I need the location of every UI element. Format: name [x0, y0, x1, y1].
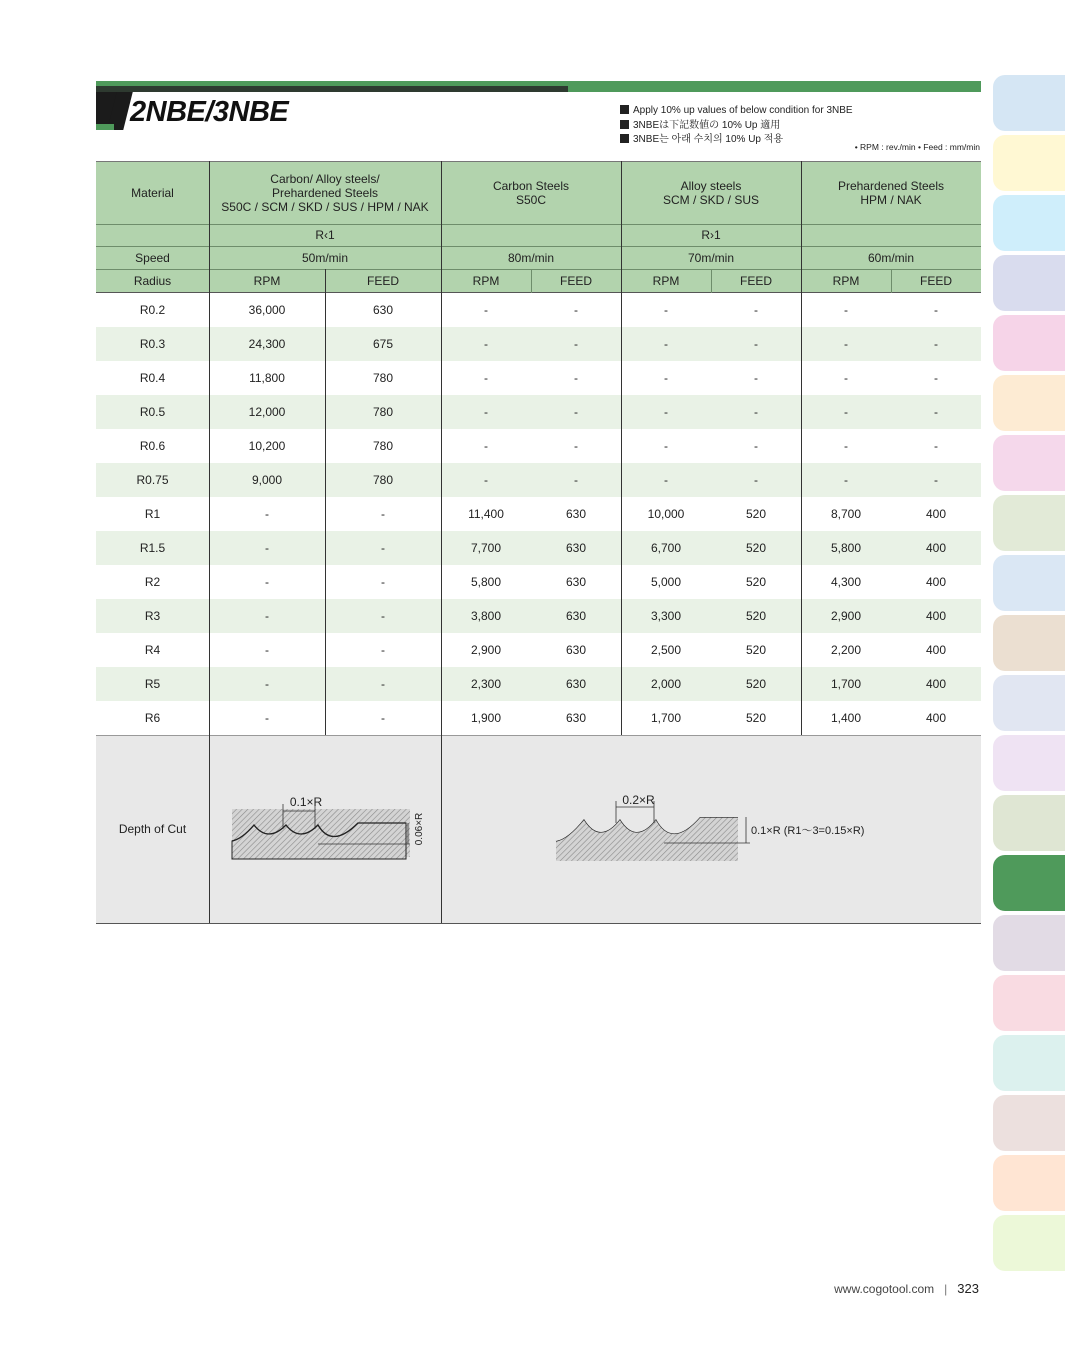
- table-cell: 1,700: [830, 677, 862, 691]
- speed-value: 70m/min: [687, 250, 734, 265]
- table-cell: -: [844, 405, 848, 419]
- table-cell: 400: [925, 507, 947, 521]
- note-line: 3NBE는 아래 수치의 10% Up 적용: [620, 133, 853, 148]
- table-cell: -: [754, 439, 758, 453]
- table-cell: 630: [565, 541, 587, 555]
- table-column-rule: [441, 161, 442, 923]
- table-cell: -: [574, 371, 578, 385]
- side-tab-8[interactable]: [993, 495, 1065, 551]
- radius-condition-large: R›1: [701, 228, 721, 242]
- table-cell: 630: [372, 303, 394, 317]
- note-line: 3NBEは下記数値の 10% Up 適用: [620, 119, 853, 134]
- group-header-prehardened-steels: Prehardened Steels HPM / NAK: [837, 178, 945, 207]
- radius-condition-small: R‹1: [315, 228, 335, 242]
- footer: [834, 1281, 979, 1296]
- table-cell: -: [844, 337, 848, 351]
- table-cell: 400: [925, 609, 947, 623]
- table-cell: 520: [745, 677, 767, 691]
- radius-cell: R0.75: [136, 473, 169, 487]
- radius-cell: R5: [144, 677, 161, 691]
- table-cell: 7,700: [470, 541, 502, 555]
- table-cell: -: [664, 473, 668, 487]
- table-cell: 2,300: [470, 677, 502, 691]
- table-cell: 630: [565, 677, 587, 691]
- square-bullet-icon: [620, 120, 629, 129]
- table-cell: -: [381, 507, 385, 521]
- table-cell: 520: [745, 711, 767, 725]
- table-cell: -: [574, 303, 578, 317]
- table-cell: 780: [372, 439, 394, 453]
- table-cell: 520: [745, 541, 767, 555]
- table-cell: 10,000: [647, 507, 685, 521]
- table-cell: -: [265, 507, 269, 521]
- table-cell: -: [754, 303, 758, 317]
- speed-value: 60m/min: [867, 250, 914, 265]
- table-cell: 4,300: [830, 575, 862, 589]
- table-cell: -: [381, 575, 385, 589]
- square-bullet-icon: [620, 134, 629, 143]
- table-cell: 630: [565, 609, 587, 623]
- table-cell: 780: [372, 371, 394, 385]
- table-cell: -: [381, 677, 385, 691]
- material-label: Material: [131, 185, 174, 200]
- table-cell: 2,900: [470, 643, 502, 657]
- table-rule: [96, 246, 981, 247]
- table-cell: 780: [372, 473, 394, 487]
- table-column-rule: [891, 269, 892, 293]
- table-column-rule: [621, 161, 622, 735]
- speed-value: 50m/min: [301, 250, 348, 265]
- speed-value: 80m/min: [507, 250, 554, 265]
- table-cell: -: [934, 337, 938, 351]
- title-marker-green: [96, 124, 114, 130]
- table-column-rule: [209, 161, 210, 923]
- table-cell: 630: [565, 643, 587, 657]
- note-line: Apply 10% up values of below condition for 3NBE: [620, 104, 853, 119]
- table-cell: -: [484, 371, 488, 385]
- table-cell: -: [754, 371, 758, 385]
- feed-column-header: FEED: [366, 273, 399, 288]
- group-header-carbon-steels: Carbon Steels S50C: [492, 178, 570, 207]
- feed-column-header: FEED: [559, 273, 592, 288]
- radius-cell: R3: [144, 609, 161, 623]
- table-cell: 630: [565, 711, 587, 725]
- top-accent-dark: [96, 86, 568, 92]
- square-bullet-icon: [620, 105, 629, 114]
- table-cell: -: [844, 439, 848, 453]
- radius-cell: R2: [144, 575, 161, 589]
- table-cell: -: [381, 643, 385, 657]
- table-rule: [96, 292, 981, 293]
- radius-label: Radius: [133, 273, 172, 288]
- table-cell: -: [844, 473, 848, 487]
- side-tab-13[interactable]: [993, 795, 1065, 851]
- table-cell: -: [381, 541, 385, 555]
- notes-block: [620, 104, 853, 148]
- table-column-rule: [531, 269, 532, 293]
- table-cell: 780: [372, 405, 394, 419]
- table-rule: [96, 735, 981, 736]
- table-cell: -: [265, 711, 269, 725]
- table-cell: -: [754, 405, 758, 419]
- side-tab-7[interactable]: [993, 435, 1065, 491]
- table-cell: -: [664, 405, 668, 419]
- table-cell: -: [844, 303, 848, 317]
- radius-cell: R0.3: [139, 337, 166, 351]
- table-cell: 520: [745, 507, 767, 521]
- table-cell: 12,000: [248, 405, 286, 419]
- side-tab-20[interactable]: [993, 1215, 1065, 1271]
- table-cell: 630: [565, 575, 587, 589]
- feed-column-header: FEED: [739, 273, 772, 288]
- side-tab-19[interactable]: [993, 1155, 1065, 1211]
- table-cell: 5,800: [830, 541, 862, 555]
- table-cell: 400: [925, 677, 947, 691]
- rpm-column-header: RPM: [832, 273, 860, 288]
- table-cell: -: [934, 405, 938, 419]
- table-cell: 1,700: [650, 711, 682, 725]
- table-column-rule: [325, 269, 326, 735]
- group-header-alloy-steels: Alloy steels SCM / SKD / SUS: [662, 178, 760, 207]
- table-cell: 11,800: [249, 371, 285, 385]
- table-cell: 24,300: [248, 337, 286, 351]
- table-rule: [96, 923, 981, 924]
- units-note: • RPM : rev./min • Feed : mm/min: [854, 142, 980, 152]
- side-tab-16[interactable]: [993, 975, 1065, 1031]
- table-cell: -: [265, 643, 269, 657]
- table-cell: 10,200: [248, 439, 286, 453]
- table-cell: -: [754, 473, 758, 487]
- side-tab-3[interactable]: [993, 195, 1065, 251]
- table-cell: -: [484, 405, 488, 419]
- table-cell: -: [574, 405, 578, 419]
- depth-pitch-large: 0.2×R: [622, 793, 655, 807]
- table-cell: -: [381, 609, 385, 623]
- table-rule: [96, 224, 981, 225]
- table-column-rule: [711, 269, 712, 293]
- table-cell: 675: [372, 337, 394, 351]
- side-tab-12[interactable]: [993, 735, 1065, 791]
- table-cell: 11,400: [468, 507, 504, 521]
- table-cell: 3,300: [650, 609, 682, 623]
- table-cell: 520: [745, 643, 767, 657]
- side-tab-9[interactable]: [993, 555, 1065, 611]
- side-tab-2[interactable]: [993, 135, 1065, 191]
- side-tab-18[interactable]: [993, 1095, 1065, 1151]
- table-cell: -: [484, 337, 488, 351]
- side-tab-4[interactable]: [993, 255, 1065, 311]
- table-cell: -: [265, 575, 269, 589]
- table-cell: -: [934, 303, 938, 317]
- table-cell: 9,000: [251, 473, 283, 487]
- table-cell: 5,800: [470, 575, 502, 589]
- table-cell: -: [265, 609, 269, 623]
- table-cell: -: [381, 711, 385, 725]
- table-cell: -: [574, 473, 578, 487]
- table-cell: -: [934, 371, 938, 385]
- table-cell: -: [664, 371, 668, 385]
- table-cell: -: [934, 473, 938, 487]
- rpm-column-header: RPM: [472, 273, 500, 288]
- group-header-carbon-alloy-prehardened: Carbon/ Alloy steels/ Prehardened Steels S50C / SCM / SKD / SUS / HPM / NAK: [221, 171, 429, 214]
- table-rule: [96, 161, 981, 162]
- speed-label: Speed: [135, 250, 170, 265]
- depth-pitch-small: 0.1×R: [289, 795, 323, 809]
- radius-cell: R0.2: [139, 303, 166, 317]
- table-cell: 630: [565, 507, 587, 521]
- page-title: 2NBE/3NBE: [130, 96, 289, 128]
- radius-cell: R0.4: [139, 371, 166, 385]
- table-cell: -: [664, 337, 668, 351]
- table-cell: 1,900: [470, 711, 502, 725]
- table-cell: 5,000: [650, 575, 682, 589]
- table-cell: -: [934, 439, 938, 453]
- radius-cell: R1: [144, 507, 161, 521]
- depth-value-small: 0.06×R: [414, 812, 425, 846]
- depth-of-cut-label: Depth of Cut: [118, 822, 187, 836]
- table-column-rule: [801, 161, 802, 735]
- radius-cell: R0.6: [139, 439, 166, 453]
- radius-cell: R1.5: [139, 541, 166, 555]
- table-cell: 2,000: [650, 677, 682, 691]
- table-cell: -: [574, 337, 578, 351]
- page-number: 323: [957, 1281, 979, 1296]
- footer-url[interactable]: www.cogotool.com: [834, 1282, 935, 1296]
- table-cell: 2,200: [830, 643, 862, 657]
- table-rule: [96, 269, 981, 270]
- side-tab-6[interactable]: [993, 375, 1065, 431]
- feed-column-header: FEED: [919, 273, 952, 288]
- depth-value-large: 0.1×R (R1～3=0.15×R): [751, 825, 865, 837]
- table-cell: 400: [925, 643, 947, 657]
- table-cell: -: [574, 439, 578, 453]
- side-tab-17[interactable]: [993, 1035, 1065, 1091]
- table-cell: -: [664, 303, 668, 317]
- table-cell: 520: [745, 575, 767, 589]
- rpm-column-header: RPM: [652, 273, 680, 288]
- table-cell: 2,500: [650, 643, 682, 657]
- table-cell: -: [484, 473, 488, 487]
- side-tab-1[interactable]: [993, 75, 1065, 131]
- footer-separator: |: [944, 1282, 948, 1296]
- table-cell: 6,700: [650, 541, 682, 555]
- table-cell: 8,700: [830, 507, 862, 521]
- radius-cell: R4: [144, 643, 161, 657]
- radius-cell: R6: [144, 711, 161, 725]
- side-tab-11[interactable]: [993, 675, 1065, 731]
- table-cell: 400: [925, 575, 947, 589]
- table-cell: 2,900: [830, 609, 862, 623]
- table-cell: -: [265, 677, 269, 691]
- side-tabs: [993, 75, 1065, 1275]
- table-cell: 400: [925, 541, 947, 555]
- table-cell: 3,800: [470, 609, 502, 623]
- table-cell: -: [844, 371, 848, 385]
- table-cell: -: [664, 439, 668, 453]
- table-cell: 400: [925, 711, 947, 725]
- table-cell: -: [265, 541, 269, 555]
- table-cell: 36,000: [248, 303, 286, 317]
- side-tab-14[interactable]: [993, 855, 1065, 911]
- table-cell: -: [484, 303, 488, 317]
- side-tab-10[interactable]: [993, 615, 1065, 671]
- side-tab-15[interactable]: [993, 915, 1065, 971]
- table-cell: -: [754, 337, 758, 351]
- radius-cell: R0.5: [139, 405, 166, 419]
- table-cell: 1,400: [830, 711, 862, 725]
- table-cell: -: [484, 439, 488, 453]
- cutting-conditions-table: [96, 161, 981, 923]
- rpm-column-header: RPM: [253, 273, 281, 288]
- side-tab-5[interactable]: [993, 315, 1065, 371]
- table-cell: 520: [745, 609, 767, 623]
